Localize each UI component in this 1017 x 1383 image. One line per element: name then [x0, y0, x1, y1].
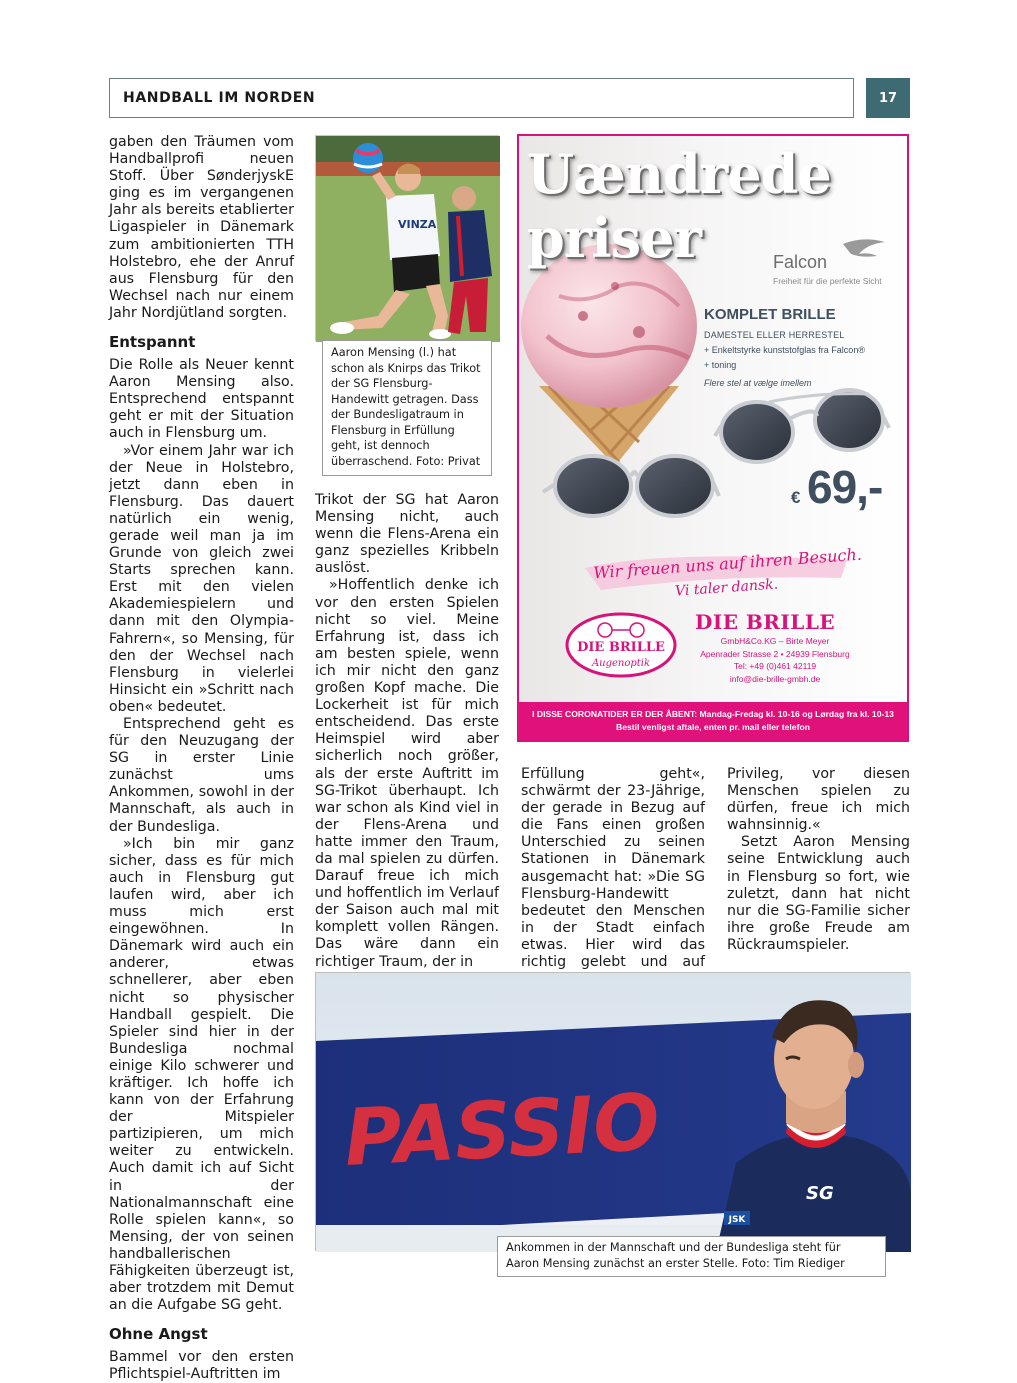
player-portrait-photo [315, 972, 910, 1251]
store-address-block [695, 635, 855, 685]
ad-product-line: Flere stel at vælge imellem [704, 378, 812, 388]
falcon-brand: Falcon [773, 252, 828, 272]
opening-hours-bar [519, 702, 907, 740]
store-company: GmbH&Co.KG – Birte Meyer [720, 636, 830, 646]
paragraph: Trikot der SG hat Aaron Mensing nicht, auch wenn die Flens-Arena ein ganz spezielles Kribbeln auslöst. [315, 492, 499, 577]
child-handball-illustration [316, 136, 500, 342]
subheading: Ohne Angst [109, 1325, 208, 1344]
ad-product-line: + toning [704, 360, 737, 370]
article-column-1 [109, 134, 294, 1383]
paragraph: »Ich bin mir ganz sicher, dass es für mich auch in Flensburg gut laufen wird, aber ich muss mich erst eingewöhnen. In Dänemark wird auch ein anderer, etwas schnellerer, aber eben nicht so physischer Handball gespielt. Die Spieler sind hier in der Bundesliga nochmal einige Kilo schwerer und kräftiger. Ich hoffe ich kann von der Erfahrung der Mitspieler partizipieren, um mich weiter zu entwickeln. Auch damit ich auf Sicht in der Nationalmannschaft eine Rolle spielen kann«, so Mensing, der von seinen handballerischen Fähigkeiten überzeugt ist, aber trotzdem mit Demut an die Aufgabe SG geht. [109, 835, 294, 1314]
ad-script-line-2: Vi taler dansk. [674, 576, 779, 600]
ad-product-line: DAMESTEL ELLER HERRESTEL [704, 330, 845, 340]
booking-note: Bestil venligst aftale, enten pr. mail eller telefon [616, 722, 810, 732]
paragraph: Die Rolle als Neuer kennt Aaron Mensing also. Entsprechend entspannt geht er mit der Situation auch in Flensburg um. [109, 357, 294, 442]
logo-text: DIE BRILLE [577, 640, 665, 655]
ad-headline-line-2: priser [527, 206, 701, 270]
player-portrait-illustration [316, 973, 911, 1252]
store-address: Apenrader Strasse 2 • 24939 Flensburg [700, 648, 850, 659]
paragraph: gaben den Träumen vom Handballprofi neuen Stoff. Über SønderjyskE ging es im vergangenen Jahr als bereits etablierter Ligaspieler in Dänemark zum ambitionierten TTH Holstebro, ehe der Anruf aus Flensburg für den Wechsel nach nur einem Jahr Nordjütland sorgten. [109, 134, 294, 321]
paragraph: Bammel vor den ersten Pflichtspiel-Auftritten im [109, 1349, 294, 1383]
price-currency: € [791, 488, 801, 507]
shirt-logo-text: SG [806, 1183, 834, 1204]
paragraph: »Hoffentlich denke ich vor den ersten Spielen nicht so viel. Meine Erfahrung ist, dass ich am besten spiele, wenn ich mir nicht den ganz großen Kopf mache. Die Lockerheit ist für mich entscheidend. Das erste Heimspiel wird aber sicherlich noch größer, als der erste Auftritt im SG-Trikot überhaupt. Ich war schon als Kind viel in der Flens-Arena und hatte immer den Traum, da mal spielen zu dürfen. Darauf freue ich mich und hoffentlich im Verlauf der Saison auch mal mit komplett vollen Rängen. Das wäre dann ein richtiger Traum, der in [315, 577, 499, 970]
ad-product-title: KOMPLET BRILLE [704, 306, 836, 323]
ad-headline-line-1: Uændrede [527, 142, 831, 206]
article-column-4 [727, 766, 910, 954]
section-title: HANDBALL IM NORDEN [123, 90, 316, 106]
falcon-tagline: Freiheit für die perfekte Sicht [773, 276, 882, 286]
photo-caption-1: Aaron Mensing (l.) hat schon als Knirps das Trikot der SG Flensburg-Handewitt getragen. Dass der Bundesligatraum in Flensburg in Erfüllung geht, ist dennoch überraschend. Foto: Privat [322, 340, 492, 476]
die-brille-logo [565, 612, 677, 678]
photo-caption-2: Ankommen in der Mannschaft und der Bundesliga steht für Aaron Mensing zunächst an erster Stelle. Foto: Tim Riediger [497, 1236, 886, 1277]
subheading: Entspannt [109, 333, 196, 352]
paragraph: Entsprechend geht es für den Neuzugang der SG in erster Linie zunächst ums Ankommen, sowohl in der Mannschaft, als auch in der Bundesliga. [109, 716, 294, 835]
paragraph: Privileg, vor diesen Menschen spielen zu dürfen, freue ich mich wahnsinnig.« [727, 766, 910, 834]
shirt-sponsor-text: JSK [728, 1215, 746, 1225]
store-name: DIE BRILLE [695, 610, 836, 634]
article-column-2 [315, 492, 499, 971]
paragraph: Setzt Aaron Mensing seine Entwicklung auch in Flensburg so fort, wie zuletzt, dann hat nicht nur die SG-Familie sicher ihre große Freude am Rückraumspieler. [727, 834, 910, 953]
paragraph: Erfüllung geht«, schwärmt der 23-Jährige, der gerade in Bezug auf die Fans einen großen Unterschied zu seinen Stationen in Dänemark ausgemacht hat: »Die SG Flensburg-Handewitt bedeutet den Menschen in der Stadt einfach etwas. Hier wird das richtig gelebt und auf [521, 766, 705, 971]
ad-product-line: + Enkeltstyrke kunststofglas fra Falcon® [704, 345, 865, 355]
section-header [109, 78, 854, 118]
opening-hours: I DISSE CORONATIDER ER DER ÅBENT: Mandag-Fredag kl. 10-16 og Lørdag fra kl. 10-13 [532, 709, 894, 719]
ad-script-line-1: Wir freuen uns auf ihren Besuch. [592, 544, 863, 583]
optician-advertisement [517, 134, 909, 742]
shirt-text: VINZA [398, 218, 437, 231]
child-handball-photo [315, 135, 499, 341]
article-column-3 [521, 766, 705, 988]
page-number: 17 [866, 78, 910, 118]
store-phone: Tel: +49 (0)461 42119 [733, 661, 817, 671]
banner-text: PASSIO [342, 1077, 662, 1184]
paragraph: »Vor einem Jahr war ich der Neue in Holstebro, jetzt dann eben in Flensburg. Das dauert natürlich ein wenig, gerade weil man ja im Grunde von gleich zwei Starts sprechen kann. Erst mit den vielen Akademiespielern und dann mit den Olympia-Fahrern«, so Mensing, für den der Wechsel nach Flensburg in vielerlei Hinsicht ein »Schritt nach oben« bedeutet. [109, 442, 294, 715]
logo-subtext: Augenoptik [591, 658, 651, 669]
store-email: info@die-brille-gmbh.de [729, 673, 821, 684]
price-value: 69,- [807, 461, 883, 513]
